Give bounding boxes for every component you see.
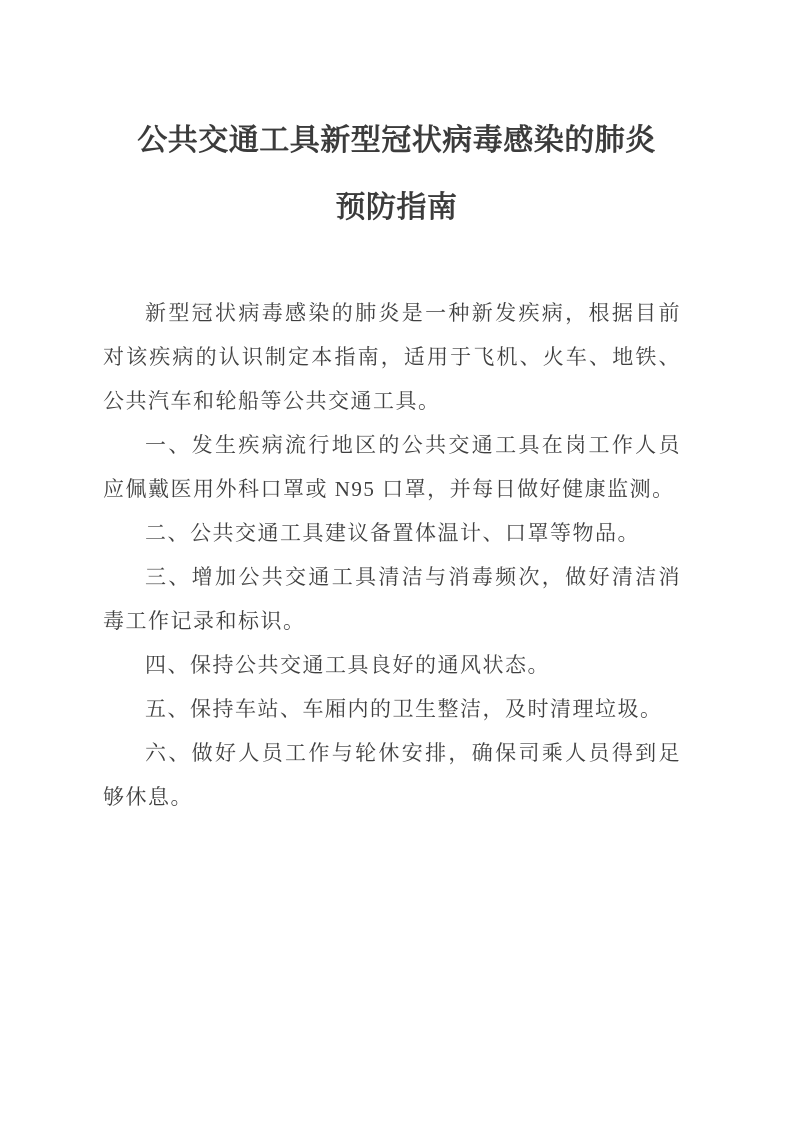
- paragraph-intro: 新型冠状病毒感染的肺炎是一种新发疾病，根据目前对该疾病的认识制定本指南，适用于飞机、火车、地铁、公共汽车和轮船等公共交通工具。: [103, 301, 681, 413]
- document-body: [0, 291, 793, 819]
- paragraph-item-1: 一、发生疾病流行地区的公共交通工具在岗工作人员应佩戴医用外科口罩或 N95 口罩，并每日做好健康监测。: [103, 433, 681, 501]
- document-title-line1: 公共交通工具新型冠状病毒感染的肺炎: [137, 124, 656, 157]
- document-title-line2: 预防指南: [335, 191, 458, 224]
- paragraph-item-2: 二、公共交通工具建议备置体温计、口罩等物品。: [145, 521, 640, 545]
- paragraph-item-4: 四、保持公共交通工具良好的通风状态。: [145, 653, 550, 677]
- document-title: [0, 0, 793, 241]
- paragraph-item-5: 五、保持车站、车厢内的卫生整洁，及时清理垃圾。: [145, 697, 663, 721]
- paragraph-item-3: 三、增加公共交通工具清洁与消毒频次，做好清洁消毒工作记录和标识。: [103, 565, 681, 633]
- paragraph-item-6: 六、做好人员工作与轮休安排，确保司乘人员得到足够休息。: [103, 741, 681, 809]
